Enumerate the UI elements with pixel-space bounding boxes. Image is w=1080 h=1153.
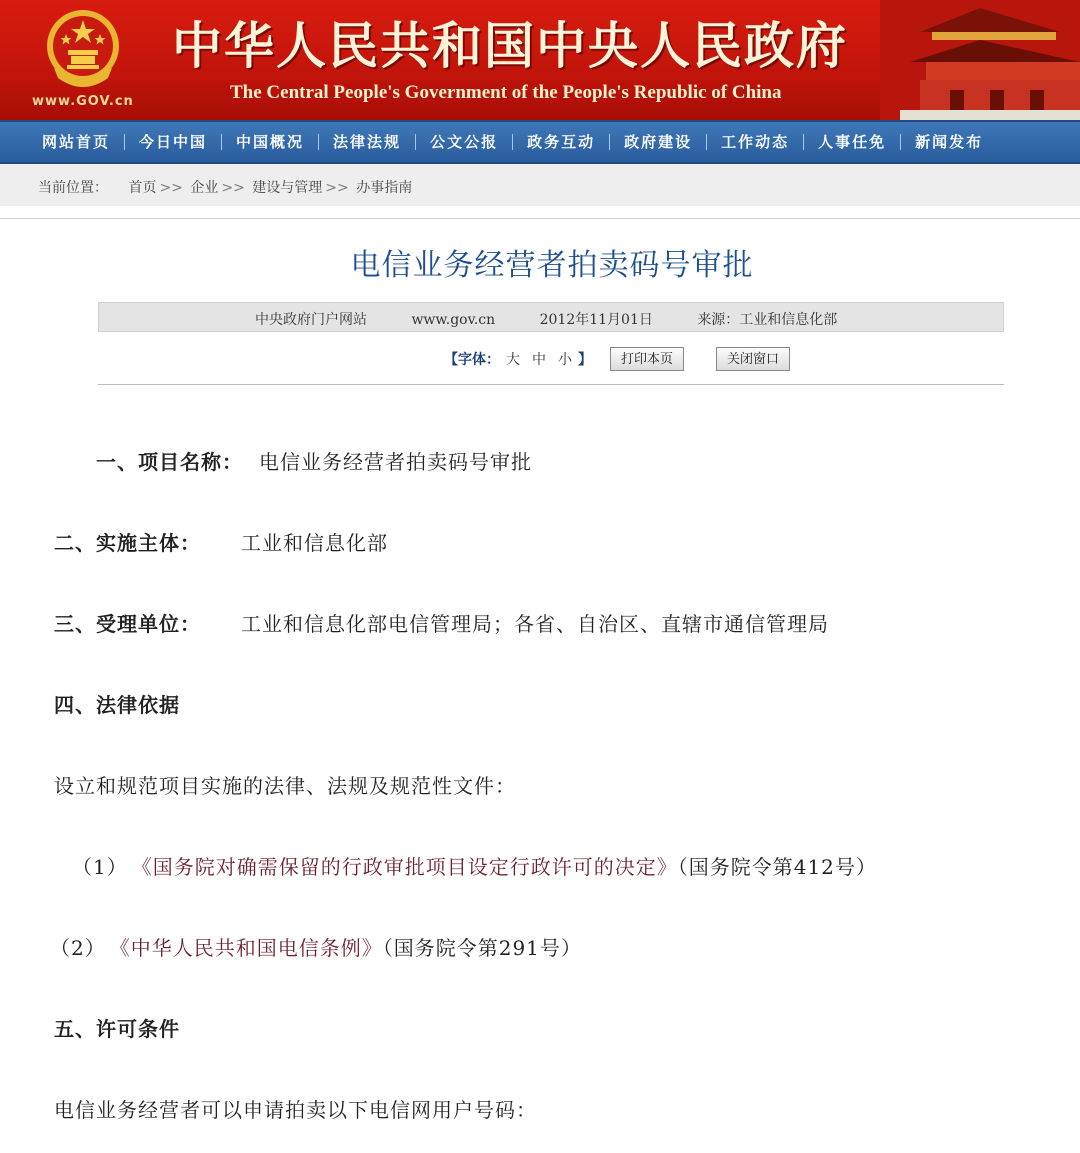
section-1 bbox=[96, 446, 532, 475]
nav-item-news-release[interactable]: 新闻发布 bbox=[915, 133, 984, 151]
article-meta-bar bbox=[98, 302, 1004, 332]
font-size-open: 【字体： bbox=[444, 352, 500, 368]
header-banner bbox=[0, 0, 1080, 120]
section-4-heading bbox=[54, 689, 180, 718]
nav-item-today-china[interactable]: 今日中国 bbox=[125, 134, 222, 150]
meta-date: 2012年11月01日 bbox=[539, 312, 653, 328]
section-5-label: 五、许可条件 bbox=[54, 1017, 180, 1041]
law-1-number: （1） bbox=[72, 855, 128, 879]
law-2-name[interactable]: 《中华人民共和国电信条例》 bbox=[119, 936, 383, 960]
section-3-value: 工业和信息化部电信管理局；各省、自治区、直辖市通信管理局 bbox=[241, 612, 829, 636]
font-size-large[interactable]: 大 bbox=[506, 352, 520, 368]
section-4-label: 四、法律依据 bbox=[54, 693, 180, 717]
law-1-name[interactable]: 《国务院对确需保留的行政审批项目设定行政许可的决定》 bbox=[141, 855, 678, 879]
nav-item-documents[interactable]: 公文公报 bbox=[416, 134, 513, 150]
nav-item-china-overview[interactable]: 中国概况 bbox=[222, 134, 319, 150]
breadcrumb-construction[interactable]: 建设与管理 bbox=[252, 180, 323, 196]
article-tools bbox=[444, 346, 790, 372]
breadcrumb-home[interactable]: 首页 bbox=[128, 180, 157, 196]
breadcrumb-separator: >> bbox=[159, 180, 183, 196]
section-1-value: 电信业务经营者拍卖码号审批 bbox=[259, 450, 532, 474]
site-url: www.GOV.cn bbox=[32, 94, 134, 109]
nav-item-work-updates[interactable]: 工作动态 bbox=[707, 134, 804, 150]
law-item-2 bbox=[50, 932, 582, 961]
national-emblem-icon bbox=[44, 8, 122, 90]
breadcrumb-separator: >> bbox=[325, 180, 349, 196]
divider bbox=[0, 218, 1080, 219]
close-window-button[interactable]: 关闭窗口 bbox=[716, 347, 790, 371]
nav-item-appointments[interactable]: 人事任免 bbox=[804, 134, 901, 150]
meta-domain: www.gov.cn bbox=[411, 312, 496, 328]
breadcrumb-separator: >> bbox=[221, 180, 245, 196]
section-4-intro: 设立和规范项目实施的法律、法规及规范性文件： bbox=[54, 774, 516, 798]
law-2-number: （2） bbox=[50, 936, 106, 960]
section-5-intro: 电信业务经营者可以申请拍卖以下电信网用户号码： bbox=[54, 1098, 537, 1122]
breadcrumb-guide[interactable]: 办事指南 bbox=[356, 180, 413, 196]
nav-item-home[interactable]: 网站首页 bbox=[28, 134, 125, 150]
section-2-label: 二、实施主体： bbox=[54, 531, 201, 555]
font-size-small[interactable]: 小 bbox=[558, 352, 572, 368]
article-title: 电信业务经营者拍卖码号审批 bbox=[350, 248, 754, 283]
section-3-label: 三、受理单位： bbox=[54, 612, 201, 636]
meta-site: 中央政府门户网站 bbox=[255, 312, 367, 328]
font-size-close: 】 bbox=[578, 352, 592, 368]
nav-item-interaction[interactable]: 政务互动 bbox=[513, 134, 610, 150]
divider bbox=[98, 384, 1004, 385]
nav-item-laws[interactable]: 法律法规 bbox=[319, 134, 416, 150]
section-2 bbox=[54, 527, 388, 556]
tiananmen-gate-icon bbox=[880, 0, 1080, 120]
breadcrumb-label: 当前位置： bbox=[38, 180, 108, 196]
section-1-label: 一、项目名称： bbox=[96, 450, 243, 474]
section-5-heading bbox=[54, 1013, 180, 1042]
nav-item-gov-building[interactable]: 政府建设 bbox=[610, 134, 707, 150]
breadcrumb-enterprise[interactable]: 企业 bbox=[190, 180, 219, 196]
font-size-medium[interactable]: 中 bbox=[532, 352, 546, 368]
breadcrumb bbox=[38, 177, 412, 197]
law-item-1 bbox=[72, 851, 877, 880]
law-1-ref: （国务院令第412号） bbox=[677, 855, 877, 879]
meta-source: 来源：工业和信息化部 bbox=[697, 312, 838, 328]
section-3 bbox=[54, 608, 829, 637]
main-nav bbox=[0, 120, 1080, 164]
print-button[interactable]: 打印本页 bbox=[610, 347, 684, 371]
site-subtitle: The Central People's Government of the People's Republic of China bbox=[230, 82, 782, 103]
law-2-ref: （国务院令第291号） bbox=[382, 936, 582, 960]
section-2-value: 工业和信息化部 bbox=[241, 531, 388, 555]
breadcrumb-bar bbox=[0, 164, 1080, 206]
site-title: 中华人民共和国中央人民政府 bbox=[172, 17, 848, 75]
